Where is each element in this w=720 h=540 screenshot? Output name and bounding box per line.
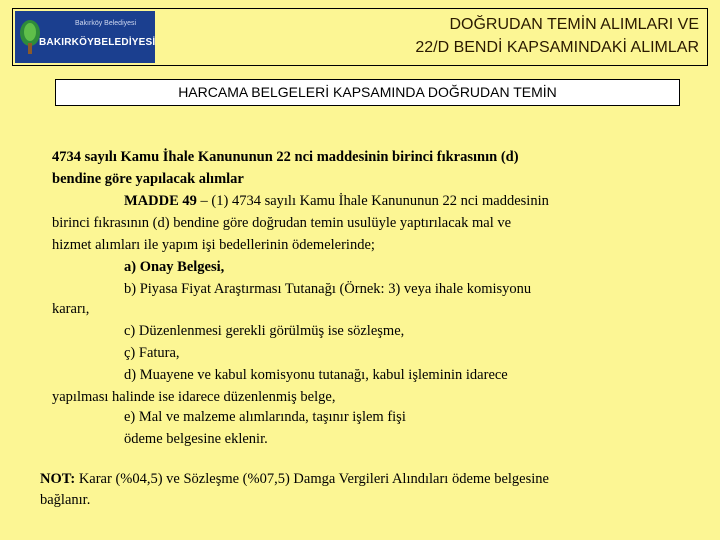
paragraph-line2: birinci fıkrasının (d) bendine göre doğrudan temin usulüyle yaptırılacak mal ve [52, 215, 512, 231]
madde-line [124, 190, 549, 212]
page-title-line1: DOĞRUDAN TEMİN ALIMLARI VE [449, 16, 699, 33]
list-item-b: b) Piyasa Fiyat Araştırması Tutanağı (Örnek: 3) veya ihale komisyonu [124, 281, 532, 297]
logo-brand-text: BAKIRKÖYBELEDİYESİ [39, 37, 156, 48]
list-item-e: e) Mal ve malzeme alımlarında, taşınır işlem fişi [124, 409, 406, 425]
tree-icon [19, 19, 41, 55]
list-item-b-continued: kararı, [52, 301, 90, 317]
page-title [415, 13, 699, 59]
note-label: NOT: [40, 471, 76, 487]
madde-label: MADDE 49 [124, 193, 197, 209]
list-item-d-continued: yapılması halinde ise idarece düzenlenmiş belge, [52, 389, 336, 405]
list-item-d: d) Muayene ve kabul komisyonu tutanağı, kabul işleminin idarece [124, 367, 508, 383]
page-title-line2: 22/D BENDİ KAPSAMINDAKİ ALIMLAR [415, 39, 699, 56]
madde-text: – (1) 4734 sayılı Kamu İhale Kanununun 22 nci maddesinin [196, 193, 549, 209]
heading-line2: bendine göre yapılacak alımlar [52, 171, 244, 187]
logo-municipality-text: Bakırköy Belediyesi [75, 20, 137, 27]
list-item-a: a) Onay Belgesi, [124, 259, 225, 275]
section-subtitle: HARCAMA BELGELERİ KAPSAMINDA DOĞRUDAN TEMİN [55, 79, 680, 106]
paragraph-line3: hizmet alımları ile yapım işi bedellerinin ödemelerinde; [52, 237, 375, 253]
municipality-logo [15, 11, 155, 63]
header-bar [12, 8, 708, 66]
list-item-cc: ç) Fatura, [124, 345, 180, 361]
note-line2: bağlanır. [40, 492, 91, 508]
closing-line: ödeme belgesine eklenir. [124, 431, 268, 447]
heading-line1: 4734 sayılı Kamu İhale Kanununun 22 nci maddesinin birinci fıkrasının (d) [52, 149, 519, 165]
list-item-c: c) Düzenlenmesi gerekli görülmüş ise sözleşme, [124, 323, 405, 339]
note-text: Karar (%04,5) ve Sözleşme (%07,5) Damga Vergileri Alındıları ödeme belgesine [75, 471, 549, 487]
note-line1 [40, 468, 549, 490]
